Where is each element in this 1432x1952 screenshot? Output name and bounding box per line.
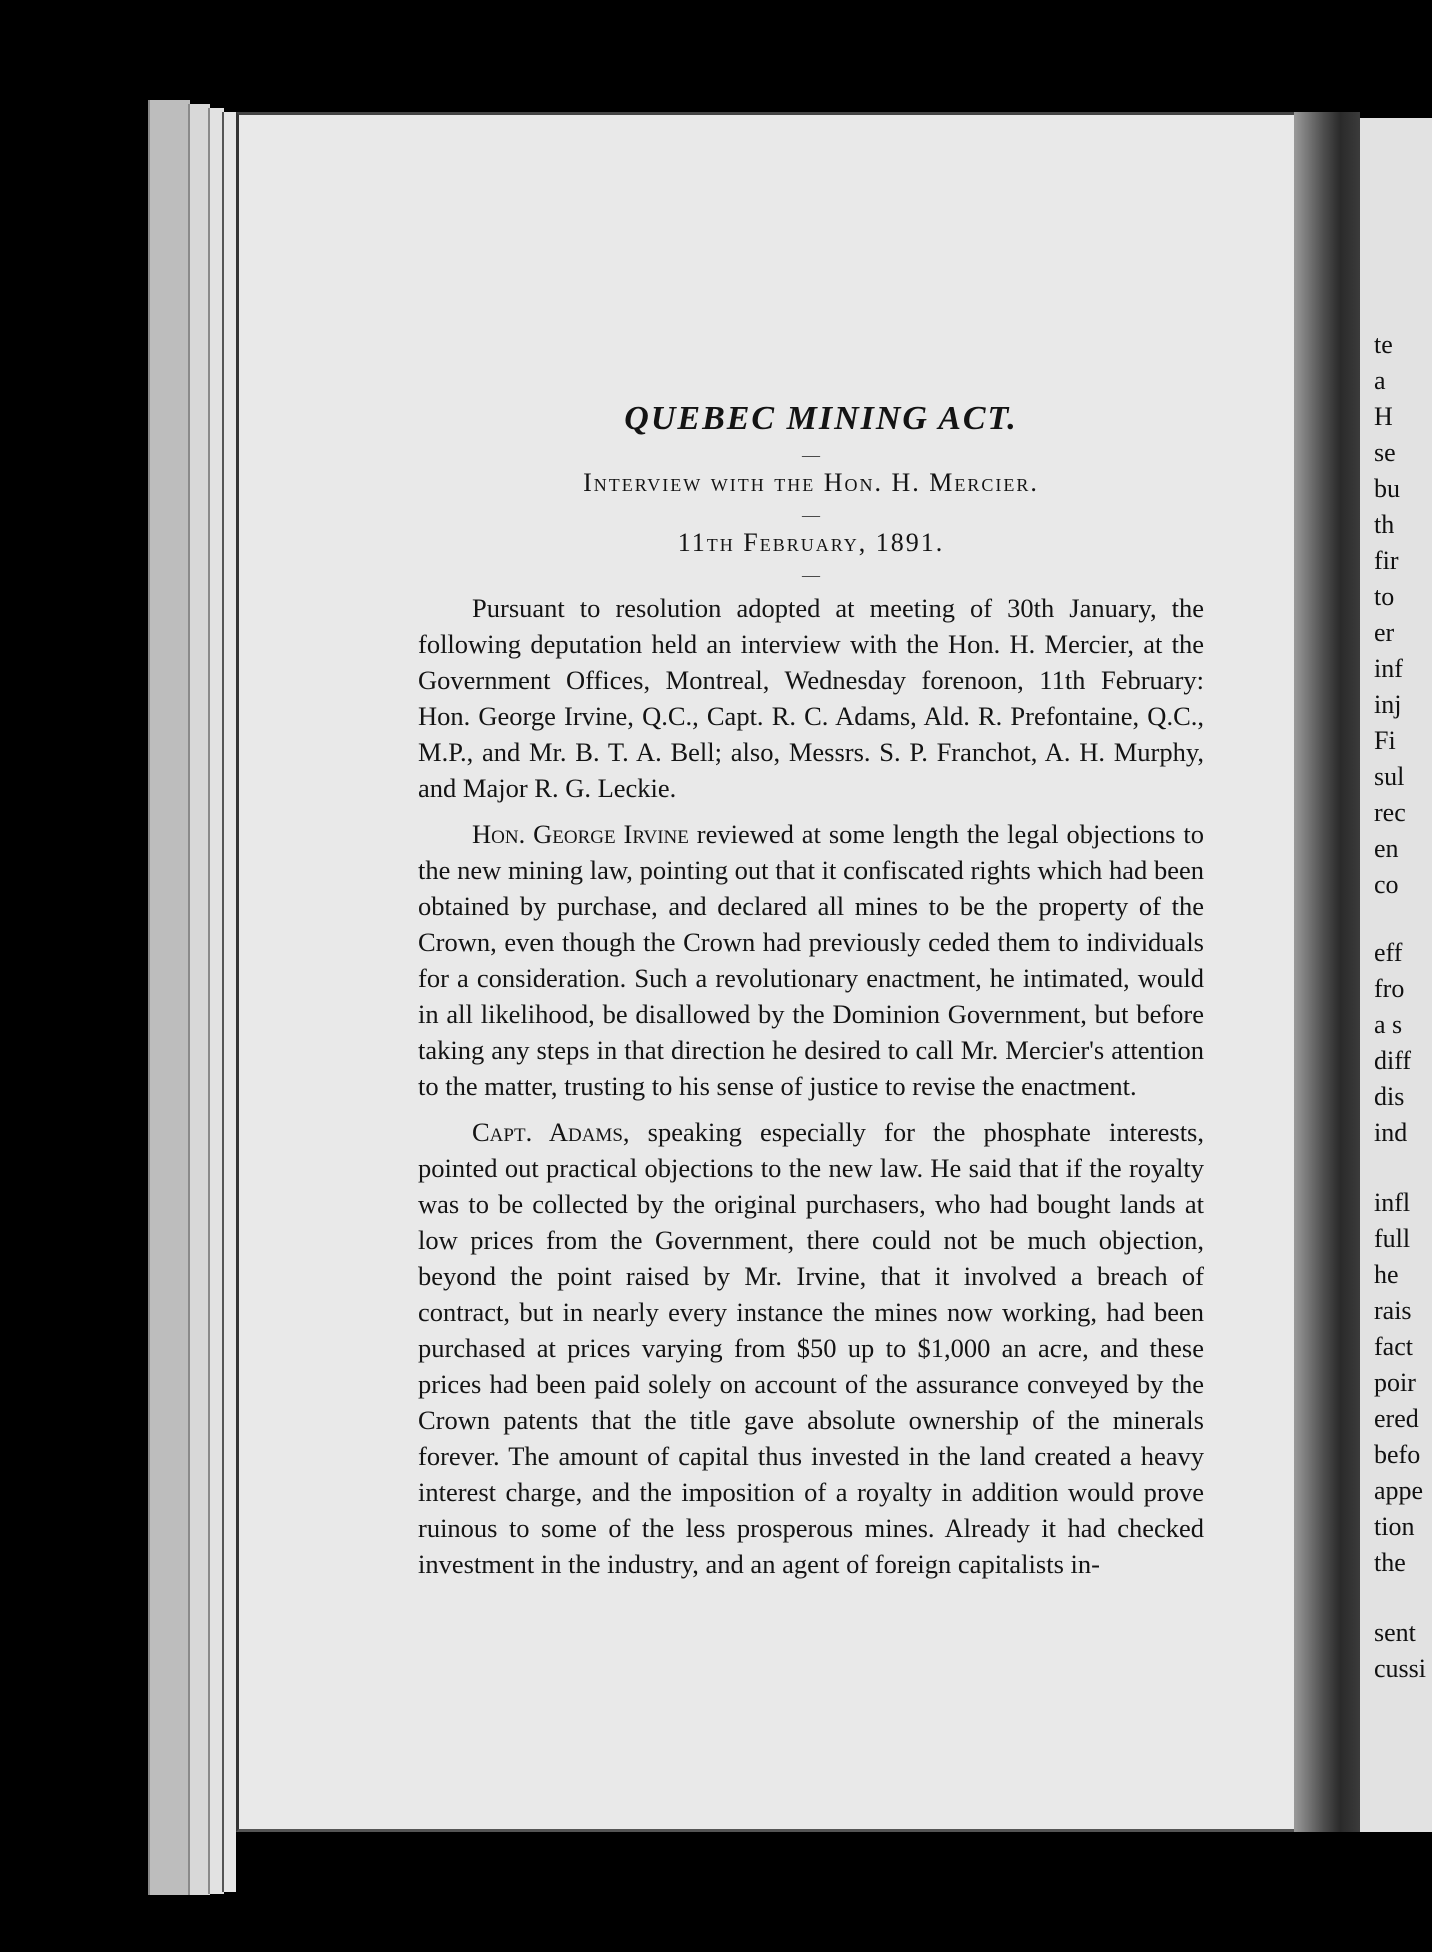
body-paragraph: [418, 816, 1204, 1104]
paragraph-speaker: Capt. Adams,: [472, 1117, 630, 1147]
facing-page-fragment: diff: [1374, 1046, 1412, 1075]
facing-page-fragment: a: [1374, 366, 1386, 395]
facing-page-fragment: ind: [1374, 1118, 1408, 1147]
facing-page-fragment: se: [1374, 438, 1396, 467]
facing-page-fragment: er: [1374, 618, 1395, 647]
facing-page-fragment: co: [1374, 870, 1399, 899]
page-edge: [188, 104, 210, 1895]
facing-page-fragment: a s: [1374, 1010, 1403, 1039]
facing-page-fragment: inj: [1374, 690, 1402, 719]
facing-page-fragment: cussi: [1374, 1654, 1426, 1683]
facing-page-fragment: dis: [1374, 1082, 1405, 1111]
book-gutter: [1294, 112, 1360, 1832]
facing-page-fragment: to: [1374, 582, 1395, 611]
page-edge: [148, 100, 190, 1895]
body-paragraph: [418, 590, 1204, 806]
facing-page-fragment: ered: [1374, 1404, 1419, 1433]
facing-page-sliver: [1360, 118, 1432, 1832]
facing-page-fragment: appe: [1374, 1476, 1424, 1505]
facing-page-fragment: eff: [1374, 938, 1403, 967]
facing-page-fragment: full: [1374, 1224, 1411, 1253]
facing-page-fragment: infl: [1374, 1188, 1411, 1217]
facing-page-fragment: rec: [1374, 798, 1406, 827]
separator-dash: —: [802, 505, 820, 525]
body-paragraph: [418, 1114, 1204, 1582]
facing-page-fragment: bu: [1374, 474, 1400, 503]
facing-page-fragment: fro: [1374, 974, 1405, 1003]
paragraph-speaker: Hon. George Irvine: [472, 819, 689, 849]
facing-page-fragment: befo: [1374, 1440, 1421, 1469]
facing-page-fragment: H: [1374, 402, 1393, 431]
document-date: 11th February, 1891.: [677, 528, 945, 557]
facing-page-fragment: fact: [1374, 1332, 1413, 1361]
facing-page-fragment: th: [1374, 510, 1395, 539]
page-edge: [222, 112, 236, 1892]
paragraph-text: Pursuant to resolution adopted at meeting of 30th January, the following deputation held an interview with the Hon. H. Mercier, at the Government Offices, Montreal, Wednesday forenoon, 11th February: Hon. George Irvine, Q.C., Capt. R. C. Adams, Ald. R. Prefontaine, Q.C., M.P., and Mr. B. T. A. Bell; also, Messrs. S. P. Franchot, A. H. Murphy, and Major R. G. Leckie.: [418, 593, 1204, 803]
paragraph-text: speaking especially for the phosphate interests, pointed out practical objections to the new law. He said that if the royalty was to be collected by the original purchasers, who had bought lands at low prices from the Government, there could not be much objection, beyond the point raised by Mr. Irvine, that it involved a breach of contract, but in nearly every instance the mines now working, had been purchased at prices varying from $50 up to $1,000 an acre, and these prices had been paid solely on account of the assurance conveyed by the Crown patents that the title gave absolute ownership of the minerals forever. The amount of capital thus invested in the land created a heavy interest charge, and the imposition of a royalty in addition would prove ruinous to some of the less prosperous mines. Already it had checked investment in the industry, and an agent of foreign capitalists in-: [418, 1117, 1204, 1579]
separator-dash: —: [802, 445, 820, 465]
paragraph-text: reviewed at some length the legal objections to the new mining law, pointing out that it confiscated rights which had been obtained by purchase, and declared all mines to be the property of the Crown, even though the Crown had previously ceded them to individuals for a consideration. Such a revolutionary enactment, he intimated, would in all likelihood, be disallowed by the Dominion Government, but before taking any steps in that direction he desired to call Mr. Mercier's attention to the matter, trusting to his sense of justice to revise the enactment.: [418, 819, 1204, 1101]
page-content: [418, 400, 1204, 1592]
facing-page-fragment: the: [1374, 1548, 1406, 1577]
facing-page-fragment: tion: [1374, 1512, 1415, 1541]
facing-page-fragment: poir: [1374, 1368, 1416, 1397]
document-title: QUEBEC MINING ACT.: [624, 400, 1018, 437]
facing-page-fragment: he: [1374, 1260, 1399, 1289]
facing-page-fragment: Fi: [1374, 726, 1396, 755]
facing-page-fragment: sent: [1374, 1618, 1416, 1647]
facing-page-fragment: en: [1374, 834, 1399, 863]
separator-dash: —: [802, 565, 820, 585]
facing-page-fragment: sul: [1374, 762, 1405, 791]
facing-page-fragment: fir: [1374, 546, 1399, 575]
facing-page-fragment: te: [1374, 330, 1393, 359]
facing-page-fragment: inf: [1374, 654, 1403, 683]
document-subtitle: Interview with the Hon. H. Mercier.: [583, 468, 1039, 497]
facing-page-fragment: rais: [1374, 1296, 1412, 1325]
